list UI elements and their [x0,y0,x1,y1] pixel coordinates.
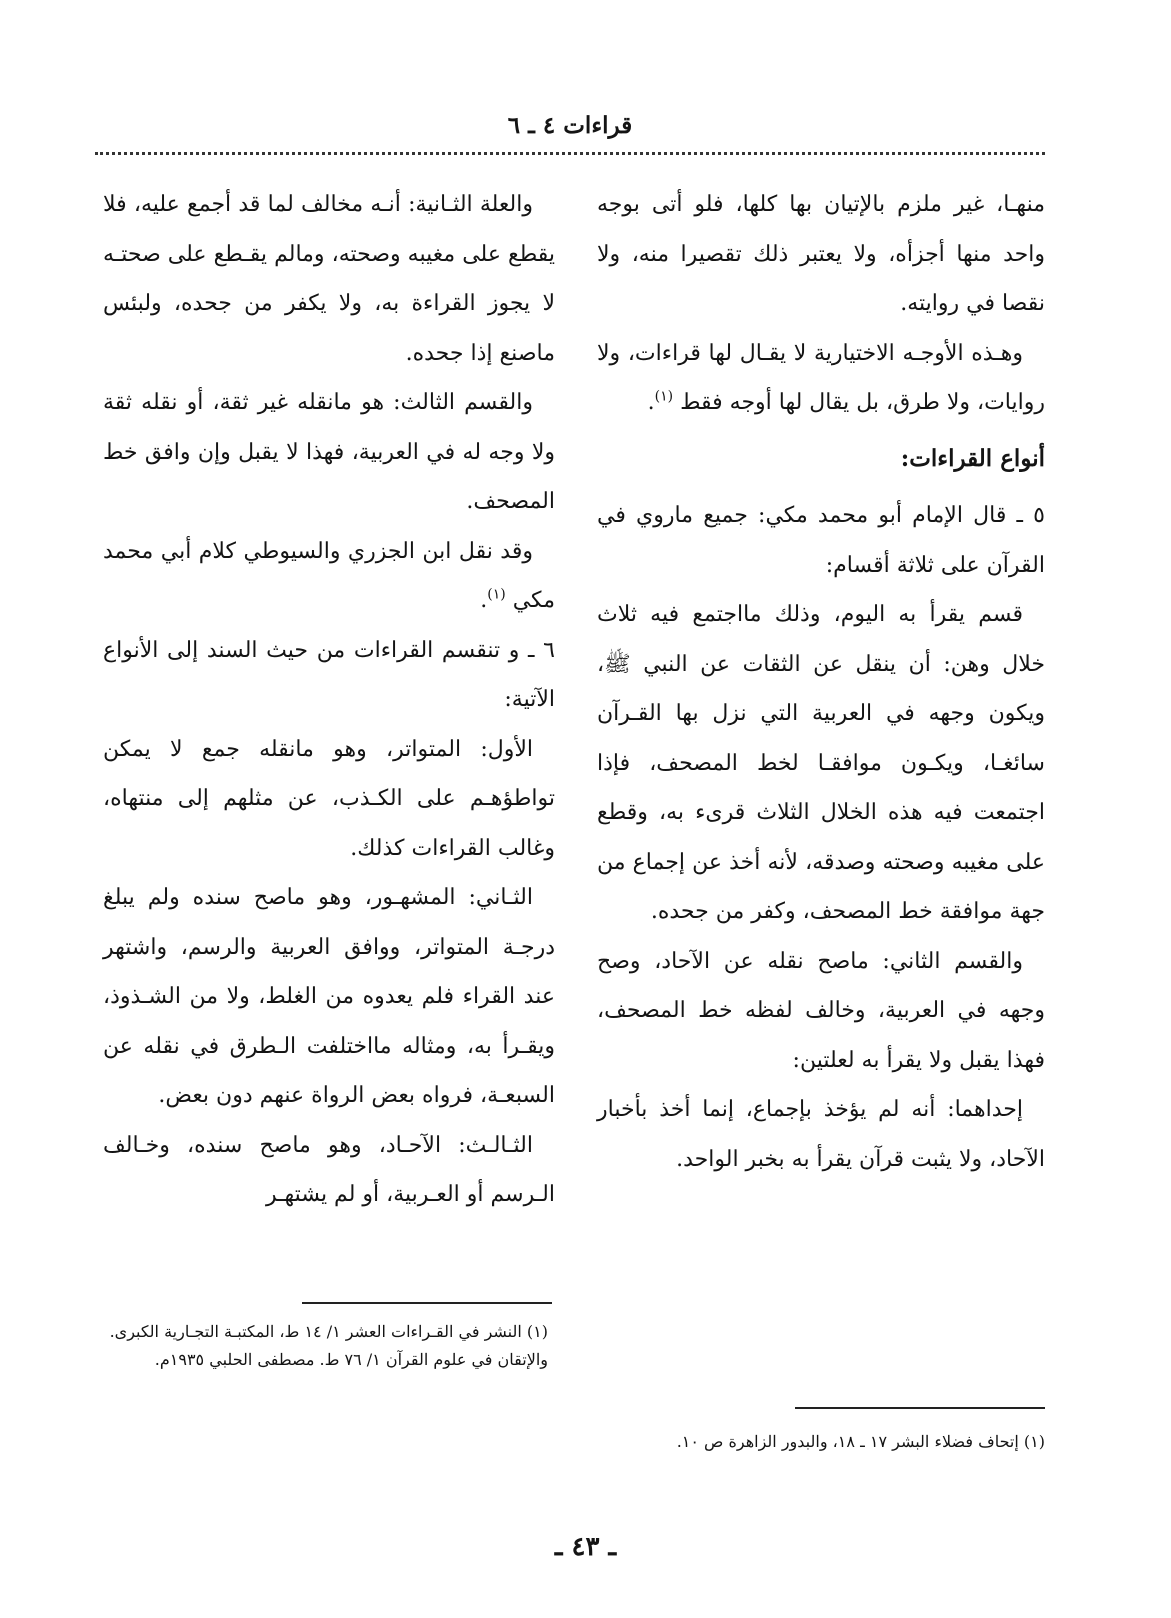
footnote-ref: (١) [654,388,674,405]
paragraph: والقسم الثاني: ماصح نقله عن الآحاد، وصح وجهه في العربية، وخالف لفظه خط المصحف، فهذا يقبل ولا يقرأ به لعلتين: [597,948,1045,1073]
page-number: ـ ٤٣ ـ [554,1532,617,1562]
right-column [597,180,1045,1184]
paragraph-text: وهـذه الأوجـه الاختيارية لا يقـال لها قراءات، ولا روايات، ولا طرق، بل يقال لها أوجه فقط [597,340,1045,415]
running-header: قراءات ٤ ـ ٦ [507,112,633,139]
period: . [647,390,655,415]
footnote-rule [795,1407,1045,1409]
paragraph: والقسم الثالث: هو مانقله غير ثقة، أو نقله ثقة ولا وجه له في العربية، فهذا لا يقبل وإن وافق خط المصحف. [103,390,555,514]
footnote: (١) إتحاف فضلاء البشر ١٧ ـ ١٨، والبدور الزاهرة ص ١٠. [676,1432,1045,1451]
paragraph-text: وقد نقل ابن الجزري والسيوطي كلام أبي محمد مكي [103,538,555,613]
footnote-ref: (١) [487,586,506,603]
footnote-rule [302,1302,552,1304]
paragraph: الثـالـث: الآحـاد، وهو ماصح سنده، وخـالف الـرسم أو العـربية، أو لم يشتهـر [103,1132,555,1207]
paragraph [597,329,1045,428]
paragraph: ٦ ـ و تنقسم القراءات من حيث السند إلى الأنواع الآتية: [103,637,555,712]
paragraph: إحداهما: أنه لم يؤخذ بإجماع، إنما أخذ بأخبار الآحاد، ولا يثبت قرآن يقرأ به بخبر الواحد. [597,1097,1045,1172]
paragraph: والعلة الثـانية: أنـه مخالف لما قد أجمع عليه، فلا يقطع على مغيبه وصحته، ومالم يقـطع على صحتـه لا يجوز القراءة به، ولا يكفر من جحده، ولبئس ماصنع إذا جحده. [103,192,555,366]
paragraph [103,527,555,626]
paragraph: الأول: المتواتر، وهو مانقله جمع لا يمكن تواطؤهـم على الكـذب، عن مثلهم إلى منتهاه، وغالب القراءات كذلك. [103,736,555,861]
header-dotted-rule [95,152,1045,155]
section-heading: أنواع القراءات: [900,444,1045,472]
paragraph: الثـاني: المشهـور، وهو ماصح سنده ولم يبلغ درجـة المتواتر، ووافق العربية والرسم، واشتهر عند القراء فلم يعدوه من الغلط، ولا من الشـذوذ، ويقـرأ به، ومثاله مااختلفت الـطرق في نقله عن السبعـة، فرواه بعض الرواة عنهم دون بعض. [103,885,555,1108]
paragraph: منهـا، غير ملزم بالإتيان بها كلها، فلو أتى بوجه واحد منها أجزأه، ولا يعتبر ذلك تقصيرا منه، ولا نقصا في روايته. [597,192,1045,316]
paragraph: ٥ ـ قال الإمام أبو محمد مكي: جميع ماروي في القرآن على ثلاثة أقسام: [597,503,1045,578]
paragraph: قسم يقرأ به اليوم، وذلك مااجتمع فيه ثلاث خلال وهن: أن ينقل عن الثقات عن النبي ﷺ، ويكون وجهه في العربية التي نزل بها القـرآن سائغـا، ويكـون موافقـا لخط المصحف، فإذا اجتمعت فيه هذه الخلال الثلاث قرىء به، وقطع على مغيبه وصحته وصدقه، لأنه أخذ عن إجماع من جهة موافقة خط المصحف، وكفر من جحده. [597,602,1045,924]
footnote: (١) النشر في القـراءات العشر ١/ ١٤ ط، المكتبـة التجـارية الكبرى. والإتقان في علوم القرآن ١/ ٧٦ ط. مصطفى الحلبي ١٩٣٥م. [109,1322,548,1369]
period: . [480,588,488,613]
left-column [103,180,555,1220]
